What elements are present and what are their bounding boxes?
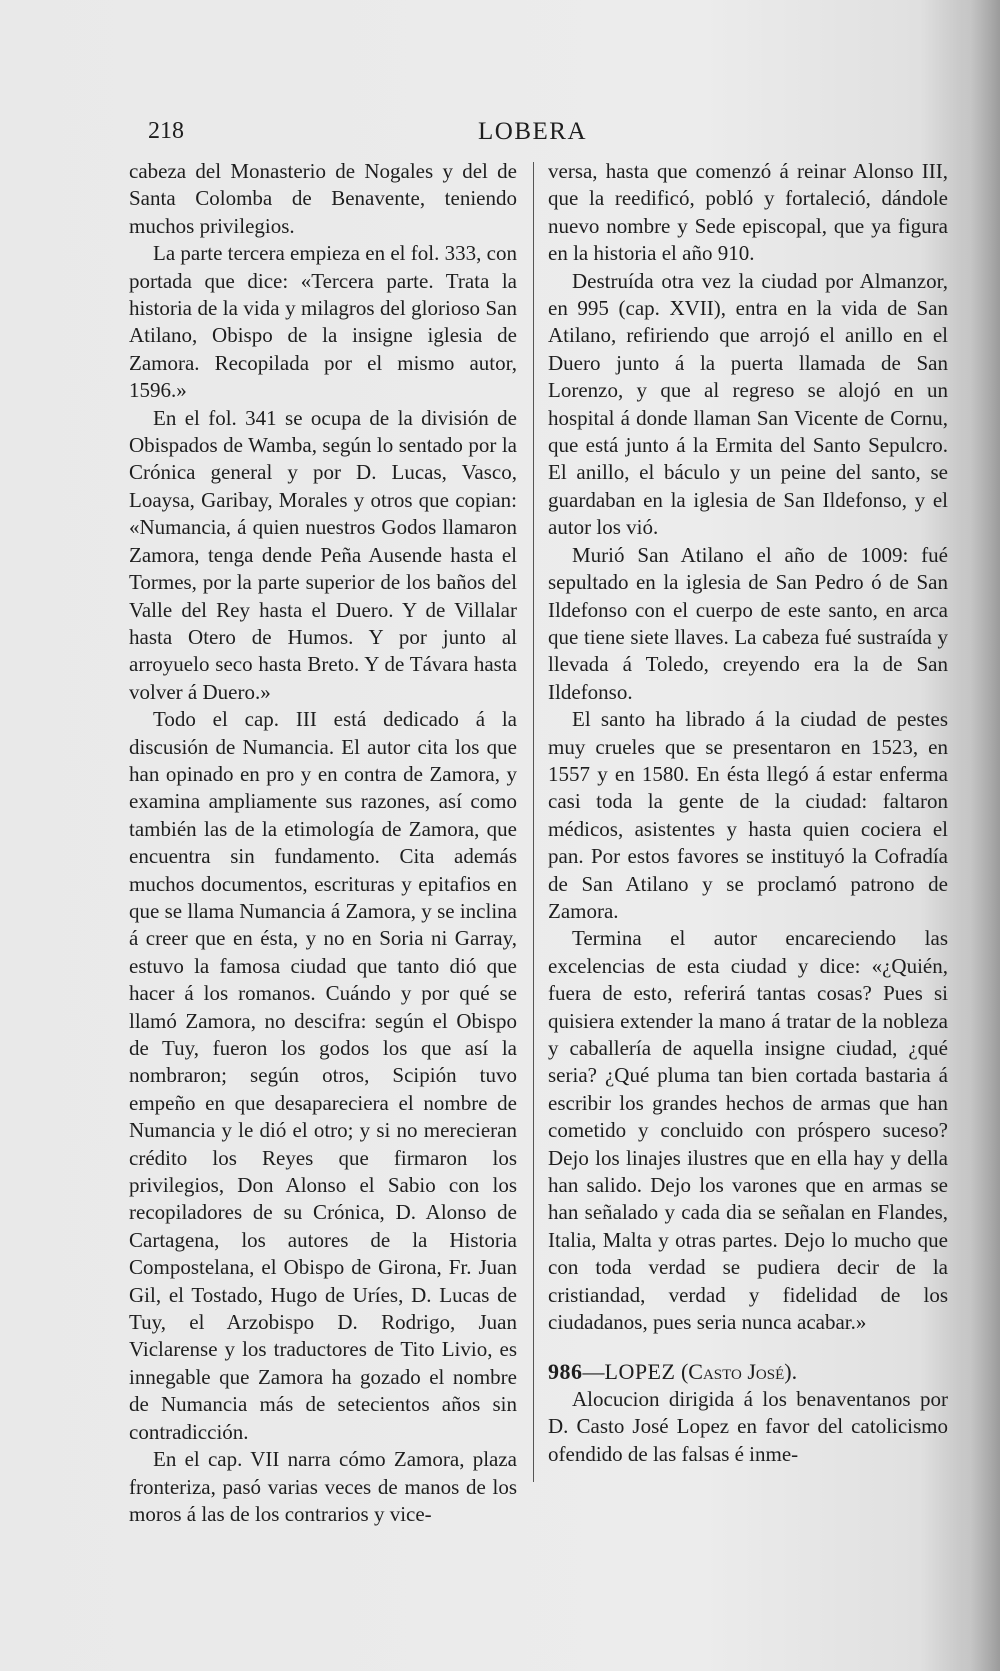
page-gutter-shadow bbox=[970, 0, 1000, 1671]
right-paragraph-5: Termina el autor encareciendo las excelencias de esta ciudad y dice: «¿Quién, fuera de esto, referirá tantas cosas? Pues si quisiera extender la mano á tratar de la nobleza y caballería de aquella insigne ciudad, ¿qué seria? ¿Qué pluma tan bien cortada bastaria á escribir los grandes hechos de armas que han cometido y concluido con próspero suceso? Dejo los linajes ilustres que en ella hay y della han salido. Dejo los varones que en armas se han señalado y cada dia se señalan en Flandes, Italia, Malta y otras partes. Dejo lo mucho que con toda verdad se pudiera decir de la cristiandad, verdad y fidelidad de los ciudadanos, pues seria nunca acabar.» bbox=[548, 926, 948, 1335]
left-paragraph-1: cabeza del Monasterio de Nogales y del de Santa Colomba de Benavente, teniendo muchos privilegios. bbox=[129, 159, 517, 238]
right-paragraph-4: El santo ha librado á la ciudad de pestes muy crueles que se presentaron en 1523, en 1557 y en 1580. En ésta llegó á estar enferma casi toda la gente de la ciudad: faltaron médicos, asistentes y hasta quien cociera el pan. Por estos favores se instituyó la Cofradía de San Atilano y se proclamó patrono de Zamora. bbox=[548, 707, 948, 923]
entry-surname: LOPEZ bbox=[604, 1359, 676, 1385]
right-paragraph-1: versa, hasta que comenzó á reinar Alonso III, que la reedificó, pobló y fortaleció, dándole nuevo nombre y Sede episcopal, que ya figura en la historia el año 910. bbox=[548, 159, 948, 266]
right-paragraph-6: Alocucion dirigida á los benaventanos por D. Casto José Lopez en favor del catolicismo ofendido de las falsas é inme- bbox=[548, 1386, 948, 1466]
entry-heading bbox=[548, 1358, 948, 1385]
right-paragraph-3: Murió San Atilano el año de 1009: fué sepultado en la iglesia de San Pedro ó de San Ildefonso con el cuerpo de este santo, en arca que tiene siete llaves. La cabeza fué sustraída y llevada á Toledo, creyendo era la de San Ildefonso. bbox=[548, 542, 948, 704]
entry-number: 986 bbox=[548, 1359, 583, 1385]
left-paragraph-4: Todo el cap. III está dedicado á la discusión de Numancia. El autor cita los que han opinado en pro y en contra de Zamora, y examina ampliamente sus razones, así como también las de la etimología de Zamora, que encuentra sin fundamento. Cita además muchos documentos, escrituras y epitafios en que se llama Numancia á Zamora, y se inclina á creer que en ésta, y no en Soria ni Garray, estuvo la famosa ciudad que tanto dió que hacer á los romanos. Cuándo y por qué se llamó Zamora, no descifra: según el Obispo de Tuy, fueron los godos los que así la nombraron; según otros, Scipión tuvo empeño en que desapareciera el nombre de Numancia y le dió el otro; y si no merecieran crédito los Reyes que firmaron los privilegios, Don Alonso el Sabio con los recopiladores de su Crónica, D. Alonso de Cartagena, los autores de la Historia Compostelana, el Obispo de Girona, Fr. Juan Gil, el Tostado, Hugo de Uríes, D. Lucas de Tuy, el Arzobispo D. Rodrigo, Juan Viclarense y los traductores de Tito Livio, es innegable que Zamora ha gozado el nombre de Numancia más de setecientos años sin contradicción. bbox=[129, 707, 517, 1444]
page-number: 218 bbox=[148, 118, 184, 144]
page-header bbox=[0, 118, 1000, 152]
right-paragraph-2: Destruída otra vez la ciudad por Almanzor, en 995 (cap. XVII), entra en la vida de San Atilano, refiriendo que arrojó el anillo en el Duero junto á la puerta llamada de San Lorenzo, y que al regreso se alojó en un hospital á donde llaman San Vicente de Cornu, que está junto á la Ermita del Santo Sepulcro. El anillo, el báculo y un peine del santo, se guardaban en la iglesia de San Ildefonso, y el autor los vió. bbox=[548, 268, 948, 540]
right-column bbox=[548, 158, 948, 1468]
entry-dash: — bbox=[582, 1359, 605, 1385]
left-paragraph-5: En el cap. VII narra cómo Zamora, plaza fronteriza, pasó varias veces de manos de los moros á las de los contrarios y vice- bbox=[129, 1447, 517, 1526]
entry-given-name: (Casto José). bbox=[680, 1359, 798, 1385]
column-divider bbox=[533, 162, 534, 1482]
left-column bbox=[129, 158, 517, 1528]
running-head: LOBERA bbox=[478, 118, 587, 145]
left-paragraph-2: La parte tercera empieza en el fol. 333, con portada que dice: «Tercera parte. Trata la historia de la vida y milagros del glorioso San Atilano, Obispo de la insigne iglesia de Zamora. Recopilada por el mismo autor, 1596.» bbox=[129, 241, 517, 403]
left-paragraph-3: En el fol. 341 se ocupa de la división de Obispados de Wamba, según lo sentado por la Crónica general y por D. Lucas, Vasco, Loaysa, Garibay, Morales y otros que copian: «Numancia, á quien nuestros Godos llamaron Zamora, tenga dende Peña Ausende hasta el Tormes, por la parte superior de los baños del Valle del Rey hasta el Duero. Y de Villalar hasta Otero de Humos. Y por junto al arroyuelo seco hasta Breto. Y de Távara hasta volver á Duero.» bbox=[129, 405, 517, 704]
